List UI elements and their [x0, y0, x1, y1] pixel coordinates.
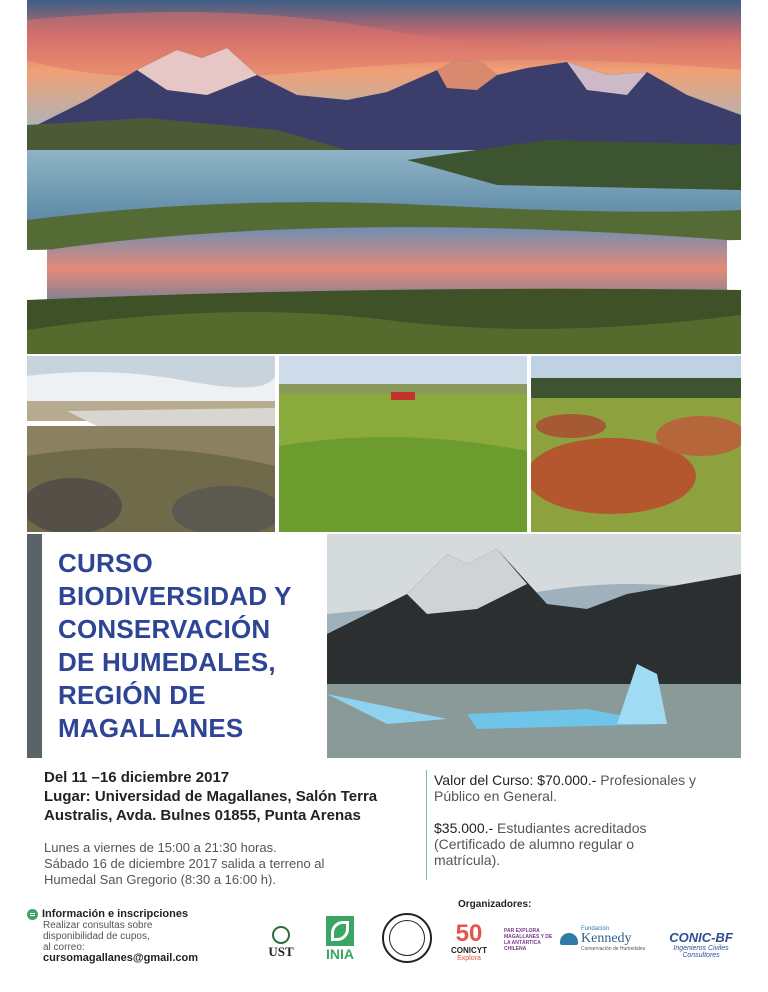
- event-dates: Del 11 –16 diciembre 2017: [44, 769, 230, 786]
- contact-block: [27, 908, 237, 964]
- conicbf-logo-sub: Ingenieros Civiles: [673, 944, 729, 952]
- price-student-amount: $35.000.-: [434, 820, 494, 836]
- conicyt-logo: [448, 917, 490, 967]
- umag-seal-icon: [382, 913, 432, 963]
- photo-dry-wetland: [27, 356, 275, 532]
- par-explora-text: PAR EXPLORA MAGALLANES Y DE LA ANTÁRTICA CHILENA: [504, 928, 553, 952]
- par-explora-logo: [504, 928, 556, 952]
- price-pro-desc: Profesionales y: [596, 772, 696, 788]
- hero-landscape-photo: [27, 0, 741, 354]
- organizers-heading: Organizadores:: [458, 899, 532, 910]
- contact-line: disponibilidad de cupos,: [43, 931, 150, 942]
- chat-icon: [27, 909, 38, 920]
- price-student-desc3: matrícula).: [434, 852, 501, 868]
- price-student-desc2: (Certificado de alumno regular o: [434, 836, 634, 852]
- title-line: BIODIVERSIDAD Y: [58, 581, 292, 611]
- event-details: [44, 768, 424, 825]
- event-place-line: Australis, Avda. Bulnes 01855, Punta Arenas: [44, 807, 361, 824]
- price-pro-desc2: Público en General.: [434, 788, 557, 804]
- event-schedule: [44, 840, 424, 888]
- conicyt-logo-name: CONICYT: [451, 946, 487, 955]
- kennedy-logo-sub: Conservación de Humedales: [581, 946, 646, 952]
- kennedy-emblem-icon: [560, 933, 578, 945]
- kennedy-logo-text: Kennedy: [581, 931, 632, 946]
- title-line: DE HUMEDALES,: [58, 647, 276, 677]
- conicbf-logo: [660, 924, 742, 964]
- title-line: CONSERVACIÓN: [58, 614, 271, 644]
- contact-line: Realizar consultas sobre: [43, 920, 153, 931]
- contact-email[interactable]: cursomagallanes@gmail.com: [43, 952, 199, 964]
- kennedy-logo-pre: Fundación: [581, 926, 610, 932]
- contact-heading: Información e inscripciones: [42, 908, 189, 920]
- ust-emblem-icon: [272, 926, 290, 944]
- conicbf-logo-sub: Consultores: [682, 951, 720, 959]
- price-student: [434, 820, 734, 868]
- ust-logo: [262, 920, 300, 966]
- conicyt-logo-sub: Explora: [457, 955, 481, 962]
- contact-line: al correo:: [43, 942, 85, 953]
- inia-logo: [323, 912, 357, 966]
- title-line: MAGALLANES: [58, 713, 244, 743]
- photo-peat-bog: [531, 356, 741, 532]
- photo-green-grassland: [279, 356, 527, 532]
- inia-emblem-icon: [326, 916, 354, 946]
- schedule-line: Sábado 16 de diciembre 2017 salida a terreno al: [44, 856, 325, 871]
- title-box: [42, 533, 327, 758]
- inia-logo-text: INIA: [326, 946, 354, 962]
- price-professional: [434, 772, 734, 804]
- event-place-line: Lugar: Universidad de Magallanes, Salón Terra: [44, 788, 378, 805]
- ust-logo-text: UST: [268, 944, 294, 959]
- schedule-line: Humedal San Gregorio (8:30 a 16:00 h).: [44, 872, 276, 887]
- title-line: REGIÓN DE: [58, 680, 206, 710]
- conicyt-logo-number: 50: [455, 920, 483, 947]
- price-student-desc: Estudiantes acreditados: [493, 820, 647, 836]
- title-line: CURSO: [58, 548, 153, 578]
- kennedy-logo: [560, 924, 650, 954]
- price-pro-amount: Valor del Curso: $70.000.-: [434, 772, 597, 788]
- conicbf-logo-text: CONIC-BF: [669, 929, 733, 945]
- course-title: [42, 533, 327, 745]
- section-divider: [426, 770, 427, 880]
- schedule-line: Lunes a viernes de 15:00 a 21:30 horas.: [44, 840, 277, 855]
